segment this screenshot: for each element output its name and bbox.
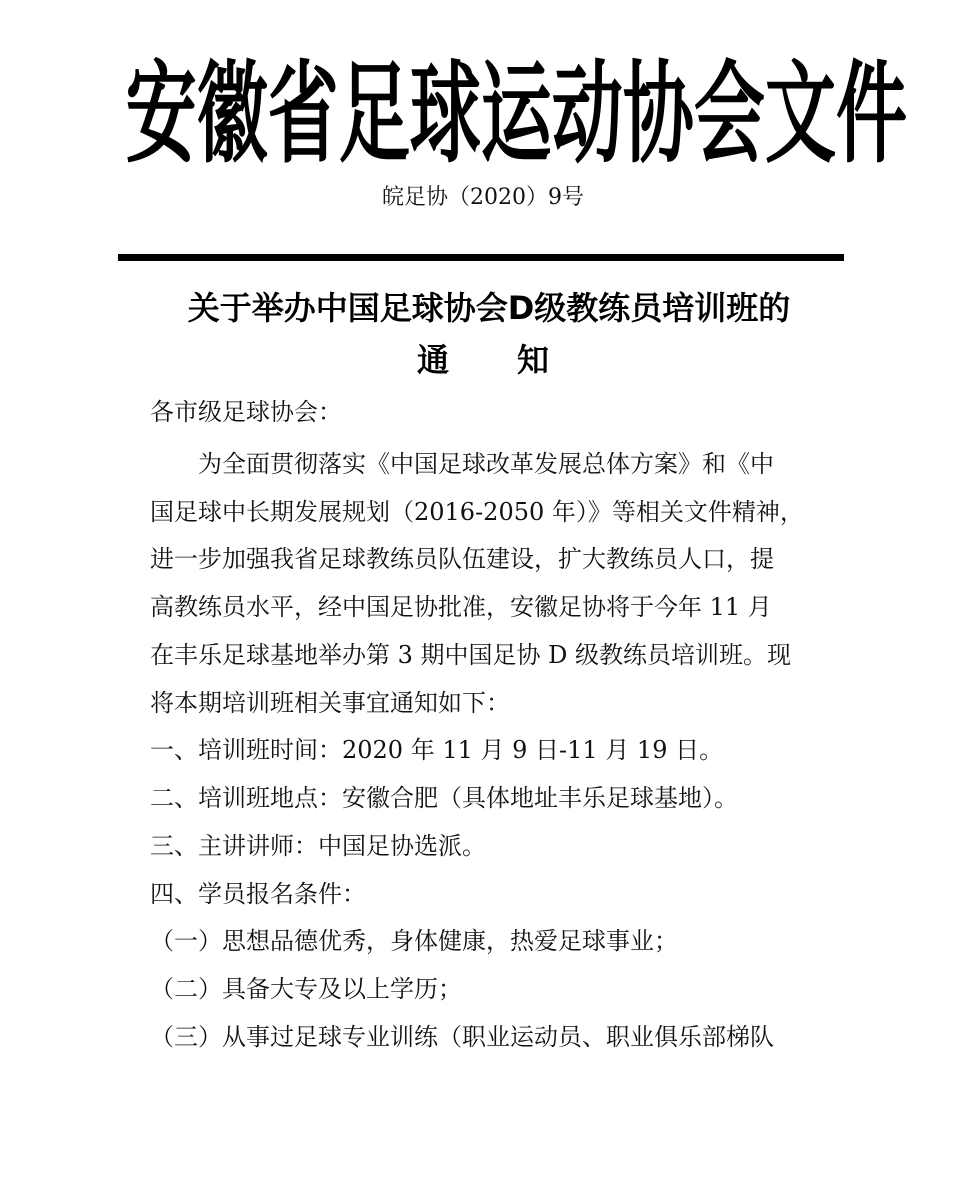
document-number: 皖足协（2020）9号	[382, 185, 584, 210]
header-divider-rule	[118, 254, 844, 261]
paragraph-line: 进一步加强我省足球教练员队伍建设，扩大教练员人口，提	[150, 545, 774, 573]
list-item: （二）具备大专及以上学历；	[150, 975, 462, 1003]
document-header-title: 安徽省足球运动协会文件	[125, 49, 908, 179]
list-item: （一）思想品德优秀，身体健康，热爱足球事业；	[150, 927, 678, 955]
paragraph-line: 将本期培训班相关事宜通知如下：	[150, 689, 510, 717]
list-item: 三、主讲讲师：中国足协选派。	[150, 832, 486, 860]
list-item: 二、培训班地点：安徽合肥（具体地址丰乐足球基地）。	[150, 784, 738, 812]
notice-title-line-2: 通知	[416, 341, 617, 379]
list-item: （三）从事过足球专业训练（职业运动员、职业俱乐部梯队	[150, 1023, 774, 1051]
paragraph-line: 在丰乐足球基地举办第 3 期中国足协 D 级教练员培训班。现	[150, 641, 792, 669]
list-item: 一、培训班时间：2020 年 11 月 9 日-11 月 19 日。	[150, 736, 724, 764]
salutation: 各市级足球协会：	[150, 398, 342, 426]
paragraph-line: 为全面贯彻落实《中国足球改革发展总体方案》和《中	[198, 450, 774, 478]
list-item: 四、学员报名条件：	[150, 880, 366, 908]
paragraph-line: 国足球中长期发展规划（2016-2050 年）》等相关文件精神，	[150, 498, 804, 526]
paragraph-line: 高教练员水平，经中国足协批准，安徽足协将于今年 11 月	[150, 593, 772, 621]
notice-title-line-1: 关于举办中国足球协会D级教练员培训班的	[187, 289, 791, 327]
